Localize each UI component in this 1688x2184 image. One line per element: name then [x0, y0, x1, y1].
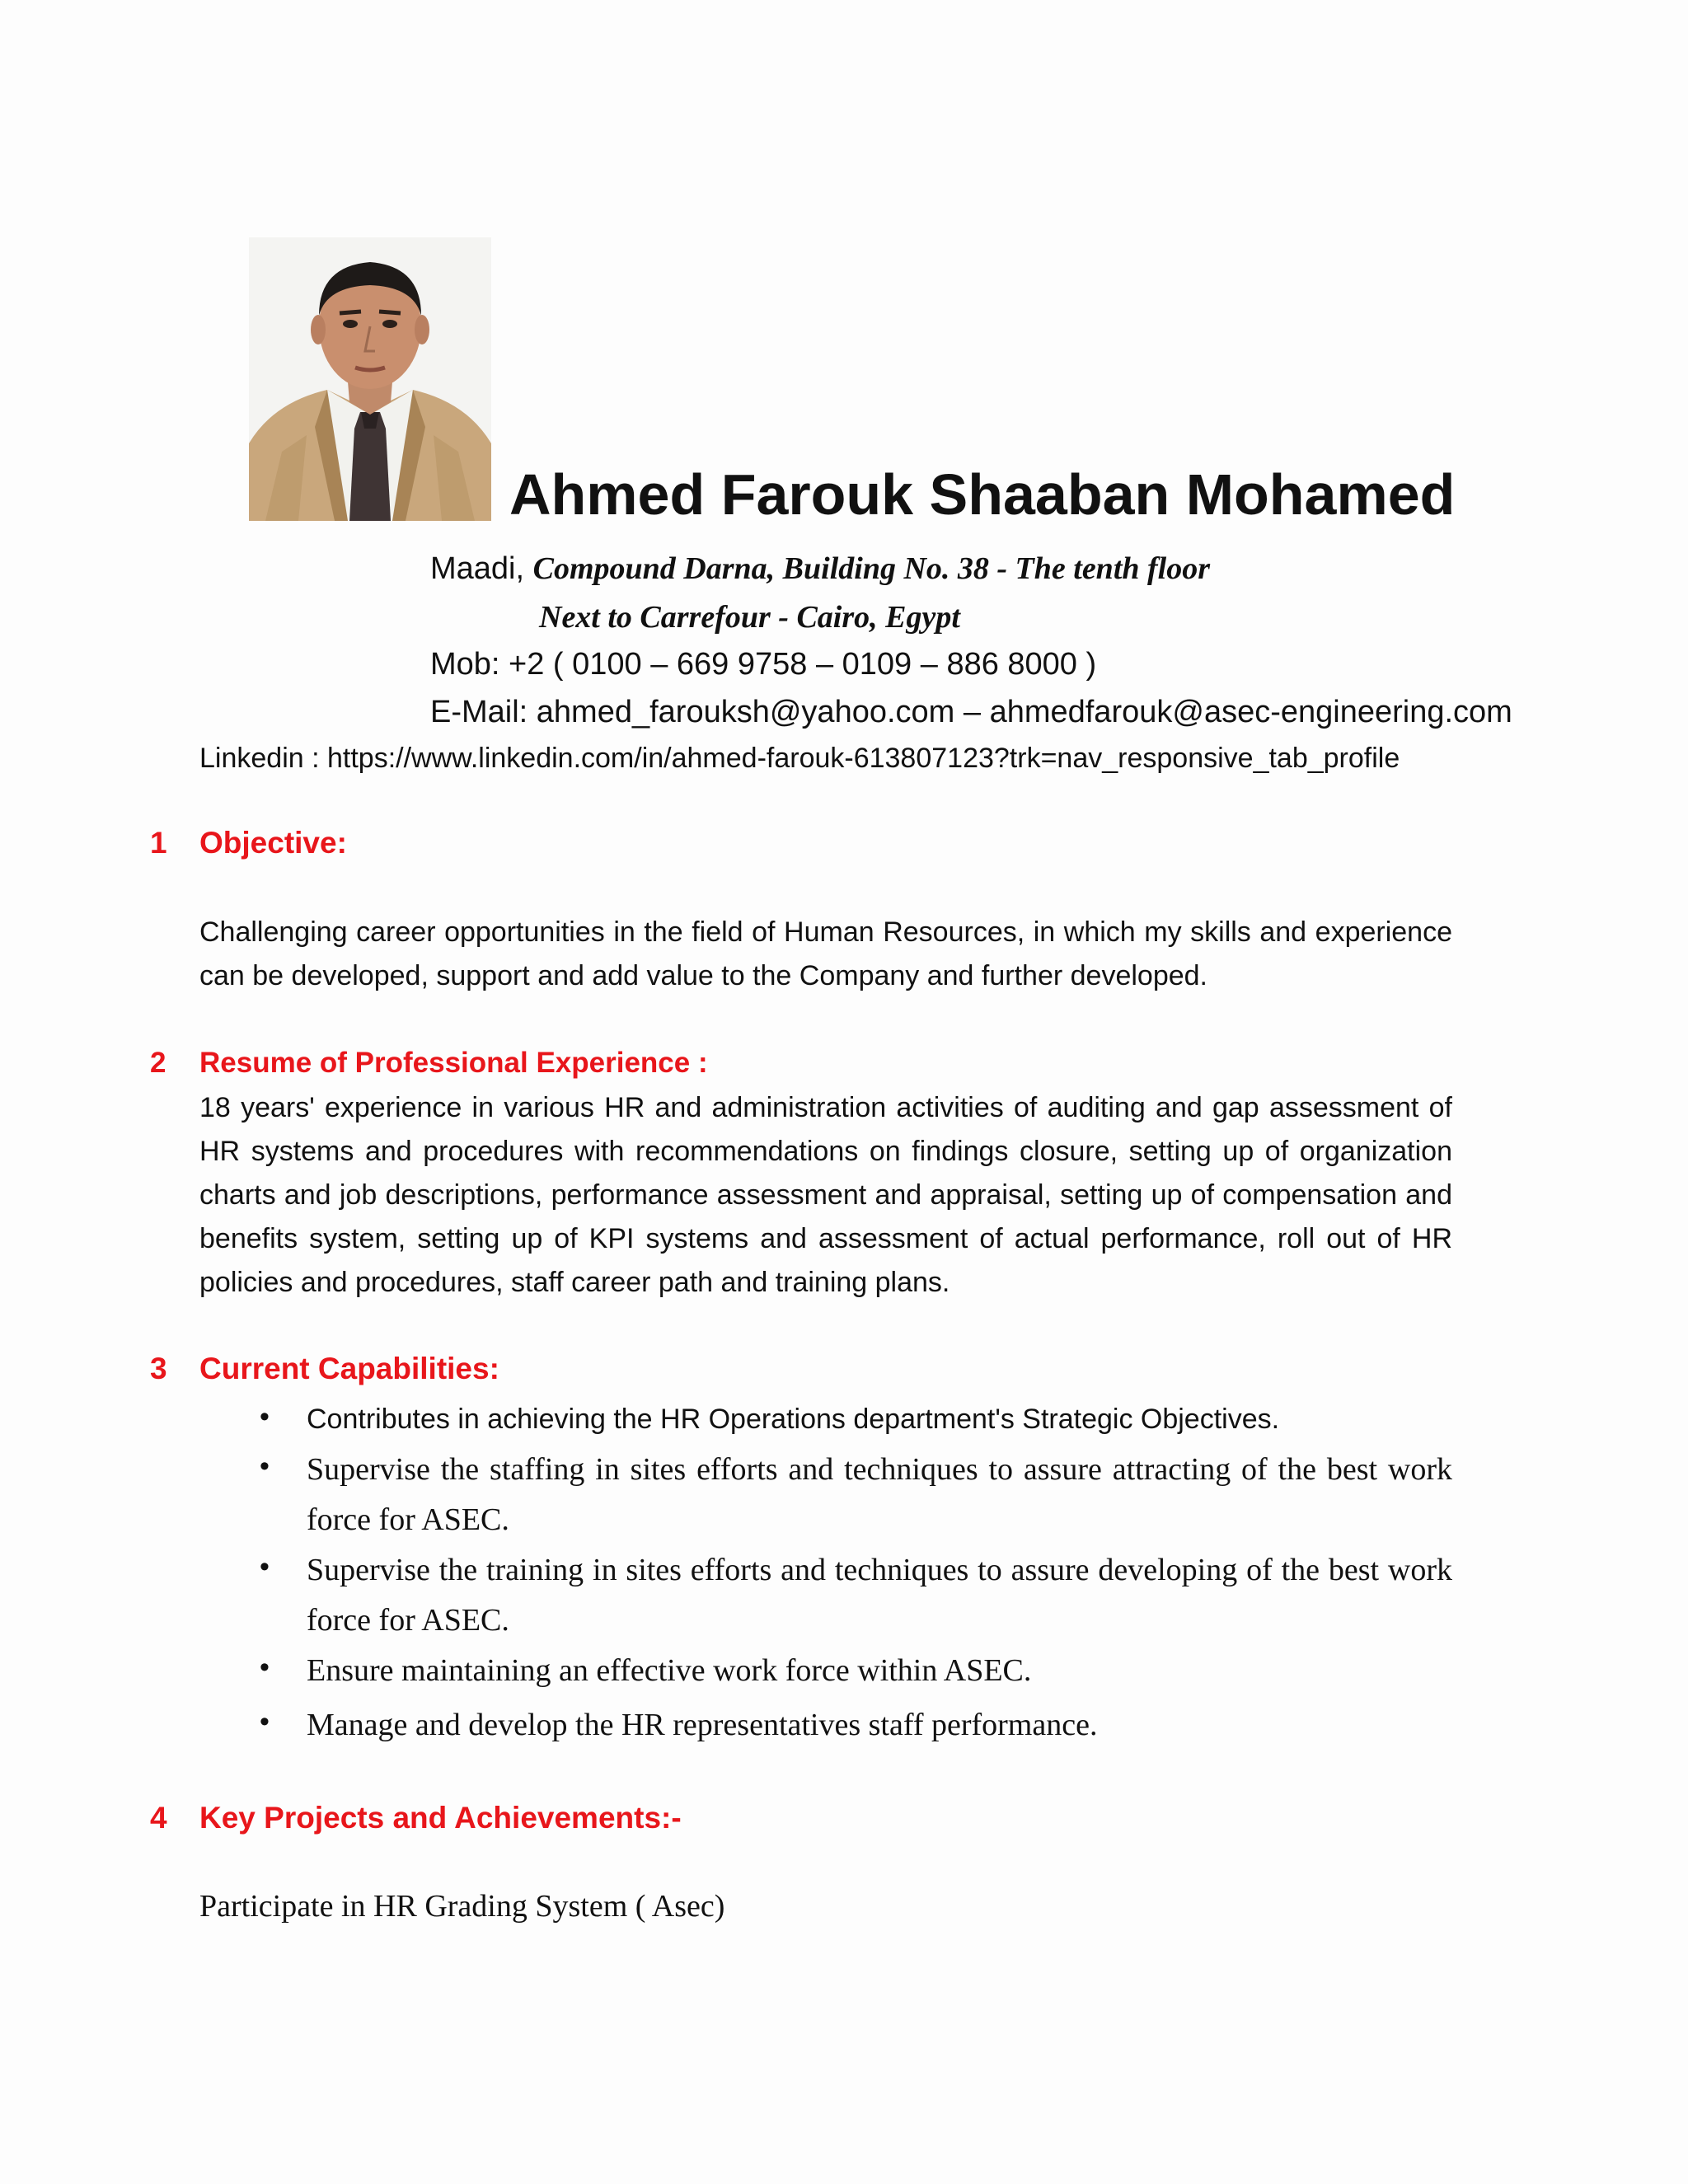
bullet-icon: •: [260, 1401, 270, 1432]
section-number-objective: 1: [150, 826, 167, 860]
mobile-numbers: Mob: +2 ( 0100 – 669 9758 – 0109 – 886 8000 ): [430, 647, 1097, 682]
capability-item: Supervise the staffing in sites efforts and techniques to assure attracting of the best work force for ASEC.: [307, 1452, 1452, 1537]
linkedin-url[interactable]: Linkedin : https://www.linkedin.com/in/ahmed-farouk-613807123?trk=nav_responsive_tab_profile: [199, 743, 1400, 774]
bullet-icon: •: [260, 1706, 270, 1737]
address-line-2: Next to Carrefour - Cairo, Egypt: [539, 600, 960, 635]
experience-text: 18 years' experience in various HR and administration activities of auditing and gap assessment of HR systems and procedures with recommendations on findings closure, setting up of organization charts and job descriptions, performance assessment and appraisal, setting up of compensation and benefits system, setting up of KPI systems and assessment of actual performance, roll out of HR policies and procedures, staff career path and training plans.: [199, 1092, 1452, 1298]
candidate-name: Ahmed Farouk Shaaban Mohamed: [509, 462, 1456, 527]
capability-item: Contributes in achieving the HR Operations department's Strategic Objectives.: [307, 1404, 1280, 1435]
capability-item: Ensure maintaining an effective work force within ASEC.: [307, 1653, 1032, 1688]
objective-text: Challenging career opportunities in the field of Human Resources, in which my skills and experience can be developed, support and add value to the Company and further developed.: [199, 916, 1452, 991]
section-number-experience: 2: [150, 1047, 166, 1079]
bullet-icon: •: [260, 1451, 270, 1482]
section-title-objective: Objective:: [199, 826, 347, 860]
profile-photo: [249, 237, 491, 521]
email-addresses: E-Mail: ahmed_farouksh@yahoo.com – ahmedfarouk@asec-engineering.com: [430, 695, 1512, 729]
section-number-capabilities: 3: [150, 1352, 167, 1385]
address-line-1: [430, 551, 1210, 587]
section-title-achievements: Key Projects and Achievements:-: [199, 1801, 682, 1835]
bullet-icon: •: [260, 1652, 270, 1683]
capability-item: Supervise the training in sites efforts and techniques to assure developing of the best work force for ASEC.: [307, 1553, 1452, 1638]
section-title-experience: Resume of Professional Experience :: [199, 1047, 708, 1079]
address-street: Compound Darna, Building No. 38 - The tenth floor: [532, 551, 1211, 586]
section-title-capabilities: Current Capabilities:: [199, 1352, 499, 1385]
achievement-text: Participate in HR Grading System ( Asec): [199, 1889, 725, 1924]
capability-item: Manage and develop the HR representatives staff performance.: [307, 1708, 1098, 1742]
address-prefix: Maadi,: [430, 551, 533, 586]
section-number-achievements: 4: [150, 1801, 167, 1835]
bullet-icon: •: [260, 1551, 270, 1582]
